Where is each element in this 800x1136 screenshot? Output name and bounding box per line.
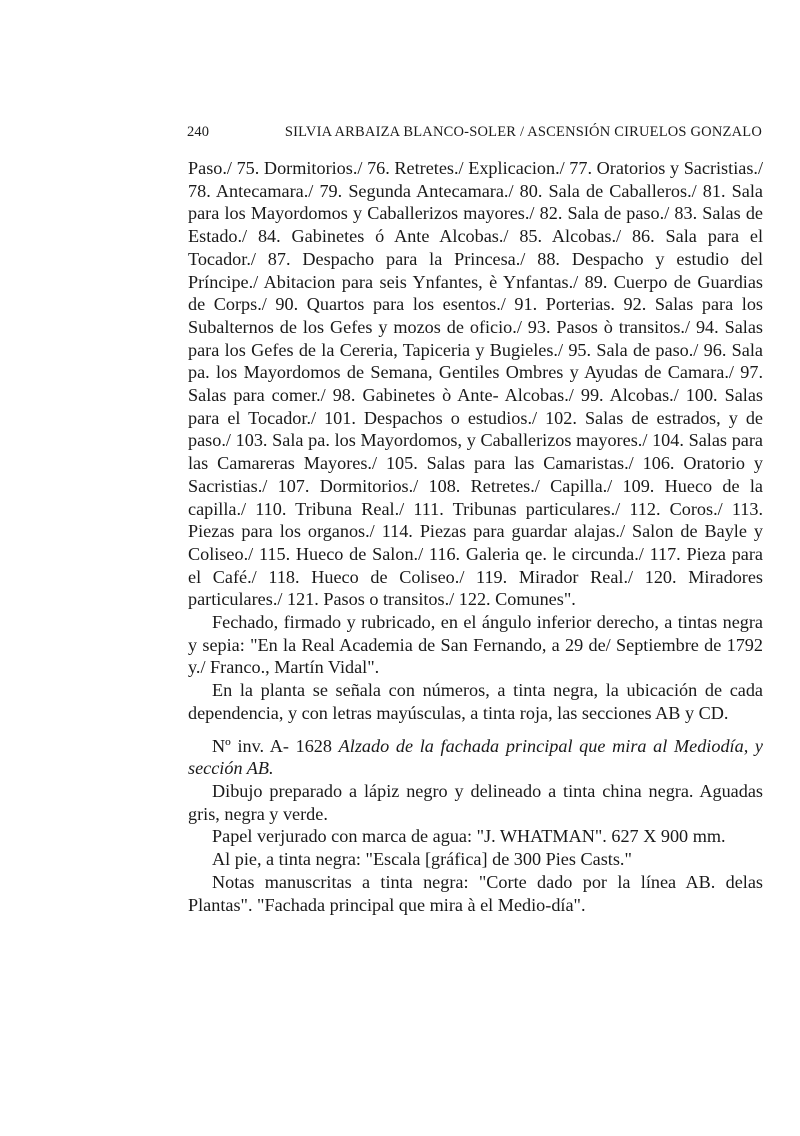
paragraph-scale: Al pie, a tinta negra: "Escala [gráfica] de 300 Pies Casts." xyxy=(212,849,632,870)
paragraph-dated-signed: Fechado, firmado y rubricado, en el ángulo inferior derecho, a tintas negra y sepia: "En la Real Academia de San Fernando, a 29 de/ Septiembre de 1792 y./ Franco., Martín Vidal". xyxy=(188,612,763,678)
paragraph-plan-notes: En la planta se señala con números, a tinta negra, la ubicación de cada dependencia, y con letras mayúsculas, a tinta roja, las secciones AB y CD. xyxy=(188,680,763,723)
paragraph-room-list: Paso./ 75. Dormitorios./ 76. Retretes./ Explicacion./ 77. Oratorios y Sacristias./ 78. Antecamara./ 79. Segunda Antecamara./ 80. Sala de Caballeros./ 81. Sala para los Mayordomos y Caballerizos mayores./ 82. Sala de paso./ 83. Salas de Estado./ 84. Gabinetes ó Ante Alcobas./ 85. Alcobas./ 86. Sala para el Tocador./ 87. Despacho para la Princesa./ 88. Despacho y estudio del Príncipe./ Abitacion para seis Ynfantes, è Ynfantas./ 89. Cuerpo de Guardias de Corps./ 90. Quartos para los esentos./ 91. Porterias. 92. Salas para los Subalternos de los Gefes y mozos de oficio./ 93. Pasos ò transitos./ 94. Salas para los Gefes de la Cereria, Tapiceria y Bugieles./ 95. Sala de paso./ 96. Sala pa. los Mayordomos de Semana, Gentiles Ombres y Ayudas de Camara./ 97. Salas para comer./ 98. Gabinetes ò Ante- Alcobas./ 99. Alcobas./ 100. Salas para el Tocador./ 101. Despachos o estudios./ 102. Salas de estrados, y de paso./ 103. Sala pa. los Mayordomos, y Caballerizos mayores./ 104. Salas para las Camareras Mayores./ 105. Salas para las Camaristas./ 106. Oratorio y Sacristias./ 107. Dormitorios./ 108. Retretes./ Capilla./ 109. Hueco de la capilla./ 110. Tribuna Real./ 111. Tribunas particulares./ 112. Coros./ 113. Piezas para los organos./ 114. Piezas para guardar alajas./ Salon de Bayle y Coliseo./ 115. Hueco de Salon./ 116. Galeria qe. le circunda./ 117. Pieza para el Café./ 118. Hueco de Coliseo./ 119. Mirador Real./ 120. Miradores particulares./ 121. Pasos o transitos./ 122. Comunes". xyxy=(188,158,763,610)
paragraph-technique: Dibujo preparado a lápiz negro y delineado a tinta china negra. Aguadas gris, negra y verde. xyxy=(188,780,763,824)
paragraph-inventory-entry xyxy=(188,735,763,780)
inventory-number: Nº inv. A- 1628 xyxy=(212,735,332,756)
paragraph-paper: Papel verjurado con marca de agua: "J. WHATMAN". 627 X 900 mm. xyxy=(212,826,726,847)
page-number: 240 xyxy=(187,124,210,140)
page-header xyxy=(187,124,762,141)
drawing-title: Alzado de la fachada principal que mira al Mediodía, y sección AB. xyxy=(188,735,763,779)
paragraph-manuscript-notes: Notas manuscritas a tinta negra: "Corte dado por la línea AB. delas Plantas". "Fachada principal que mira à el Medio-día". xyxy=(188,871,763,915)
body-text xyxy=(188,157,763,916)
running-head: SILVIA ARBAIZA BLANCO-SOLER / ASCENSIÓN CIRUELOS GONZALO xyxy=(284,124,762,140)
